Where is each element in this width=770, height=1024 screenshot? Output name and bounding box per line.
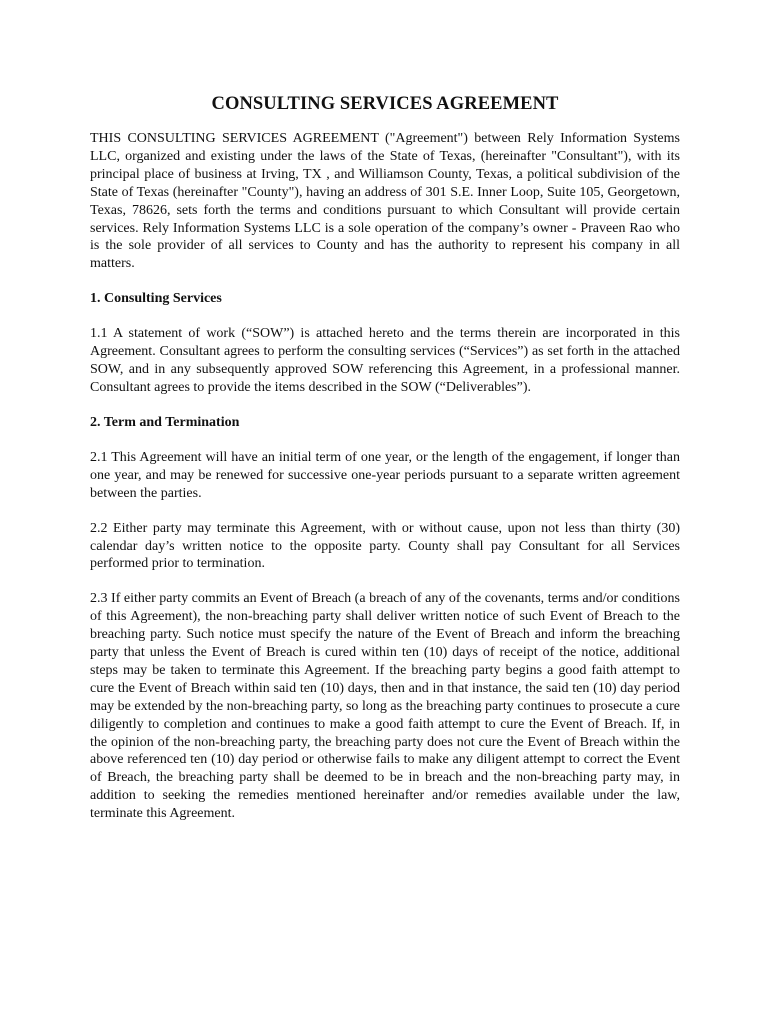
paragraph-2-2: 2.2 Either party may terminate this Agreement, with or without cause, upon not less than thirty (30) calendar day’s written notice to the opposite party. County shall pay Consultant for all Services performed prior to termination. (90, 520, 680, 572)
paragraph-2-3: 2.3 If either party commits an Event of Breach (a breach of any of the covenants, terms and/or conditions of this Agreement), the non-breaching party shall deliver written notice of such Event of Breach to the breaching party. Such notice must specify the nature of the Event of Breach and inform the breaching party that unless the Event of Breach is cured within ten (10) days of receipt of the notice, additional steps may be taken to terminate this Agreement. If the breaching party begins a good faith attempt to cure the Event of Breach within said ten (10) days, then and in that instance, the said ten (10) day period may be extended by the non-breaching party, so long as the breaching party continues to prosecute a cure diligently to completion and continues to make a good faith attempt to cure the Event of Breach. If, in the opinion of the non-breaching party, the breaching party does not cure the Event of Breach within the above referenced ten (10) day period or otherwise fails to make any diligent attempt to correct the Event of Breach, the breaching party shall be deemed to be in breach and the non-breaching party may, in addition to seeking the remedies mentioned hereinafter and/or remedies available under the law, terminate this Agreement. (90, 591, 680, 822)
section-heading-consulting-services: 1. Consulting Services (90, 291, 222, 307)
paragraph-2-1: 2.1 This Agreement will have an initial term of one year, or the length of the engagement, if longer than one year, and may be renewed for successive one-year periods pursuant to a separate written agreement between the parties. (90, 449, 680, 501)
section-heading-term-and-termination: 2. Term and Termination (90, 414, 240, 430)
document-body (90, 92, 680, 840)
intro-paragraph: THIS CONSULTING SERVICES AGREEMENT ("Agreement") between Rely Information Systems LLC, organized and existing under the laws of the State of Texas, (hereinafter "Consultant"), with its principal place of business at Irving, TX , and Williamson County, Texas, a political subdivision of the State of Texas (hereinafter "County"), having an address of 301 S.E. Inner Loop, Suite 105, Georgetown, Texas, 78626, sets forth the terms and conditions pursuant to which Consultant will provide certain services. Rely Information Systems LLC is a sole operation of the company’s owner - Praveen Rao who is the sole provider of all services to County and has the authority to represent his company in all matters. (90, 131, 680, 272)
paragraph-1-1: 1.1 A statement of work (“SOW”) is attached hereto and the terms therein are incorporated in this Agreement. Consultant agrees to perform the consulting services (“Services”) as set forth in the attached SOW, and in any subsequently approved SOW referencing this Agreement, in a professional manner. Consultant agrees to provide the items described in the SOW (“Deliverables”). (90, 326, 680, 395)
document-title: CONSULTING SERVICES AGREEMENT (211, 94, 559, 114)
